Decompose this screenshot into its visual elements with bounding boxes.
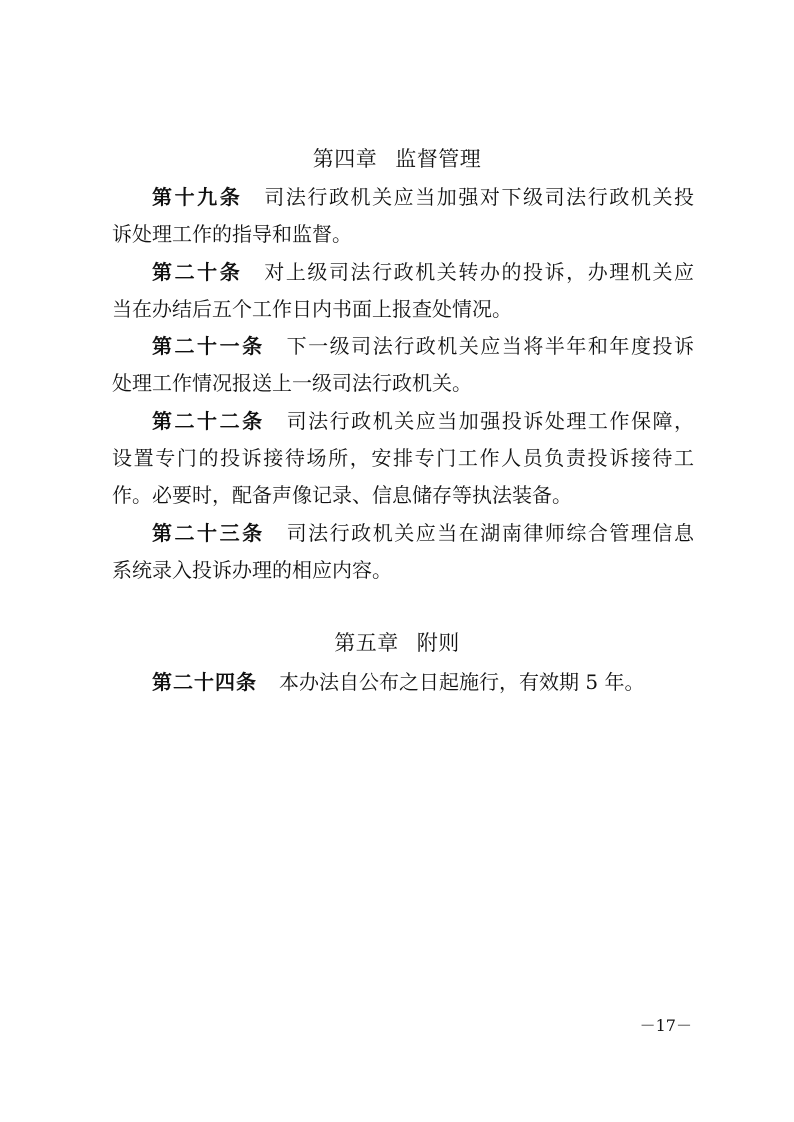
article-22-line-3: 作。必要时，配备声像记录、信息储存等执法装备。	[112, 483, 572, 507]
article-19-text-1: 司法行政机关应当加强对下级司法行政机关投	[264, 185, 695, 209]
article-21-line-1	[112, 328, 694, 365]
article-22-text-1: 司法行政机关应当加强投诉处理工作保障，	[286, 409, 695, 433]
article-19-line-1	[112, 179, 694, 216]
article-22	[112, 403, 694, 514]
article-24-text: 本办法自公布之日起施行，有效期 5 年。	[279, 670, 645, 694]
chapter-5-title: 附则	[416, 631, 460, 655]
article-24-line-1	[112, 664, 694, 701]
article-21-text-1: 下一级司法行政机关应当将半年和年度投诉	[286, 334, 695, 358]
article-22-line-1	[112, 403, 694, 440]
page-number: －17－	[639, 1016, 692, 1035]
article-24	[112, 664, 694, 701]
chapter-5-heading	[0, 628, 794, 658]
article-22-line-2: 设置专门的投诉接待场所，安排专门工作人员负责投诉接待工	[112, 446, 694, 470]
chapter-4-title: 监督管理	[395, 147, 482, 171]
chapter-4-number: 第四章	[312, 147, 378, 171]
article-21	[112, 328, 694, 402]
article-23-number: 第二十三条	[152, 521, 265, 545]
article-20-line-2: 当在办结后五个工作日内书面上报查处情况。	[112, 297, 512, 321]
chapter-5-number: 第五章	[334, 631, 399, 655]
article-21-line-2: 处理工作情况报送上一级司法行政机关。	[112, 371, 472, 395]
article-23-line-2: 系统录入投诉办理的相应内容。	[112, 558, 392, 582]
article-20-text-1: 对上级司法行政机关转办的投诉，办理机关应	[264, 260, 695, 284]
article-19	[112, 179, 694, 253]
article-23-line-1	[112, 515, 694, 552]
article-20-number: 第二十条	[152, 260, 243, 284]
article-21-number: 第二十一条	[152, 334, 265, 358]
article-20-line-1	[112, 254, 694, 291]
article-23-text-1: 司法行政机关应当在湖南律师综合管理信息	[286, 521, 695, 545]
chapter-4-heading	[0, 144, 794, 174]
article-22-number: 第二十二条	[152, 409, 265, 433]
article-19-number: 第十九条	[152, 185, 243, 209]
article-24-number: 第二十四条	[152, 670, 257, 694]
article-20	[112, 254, 694, 328]
article-23	[112, 515, 694, 589]
article-19-line-2: 诉处理工作的指导和监督。	[112, 222, 352, 246]
